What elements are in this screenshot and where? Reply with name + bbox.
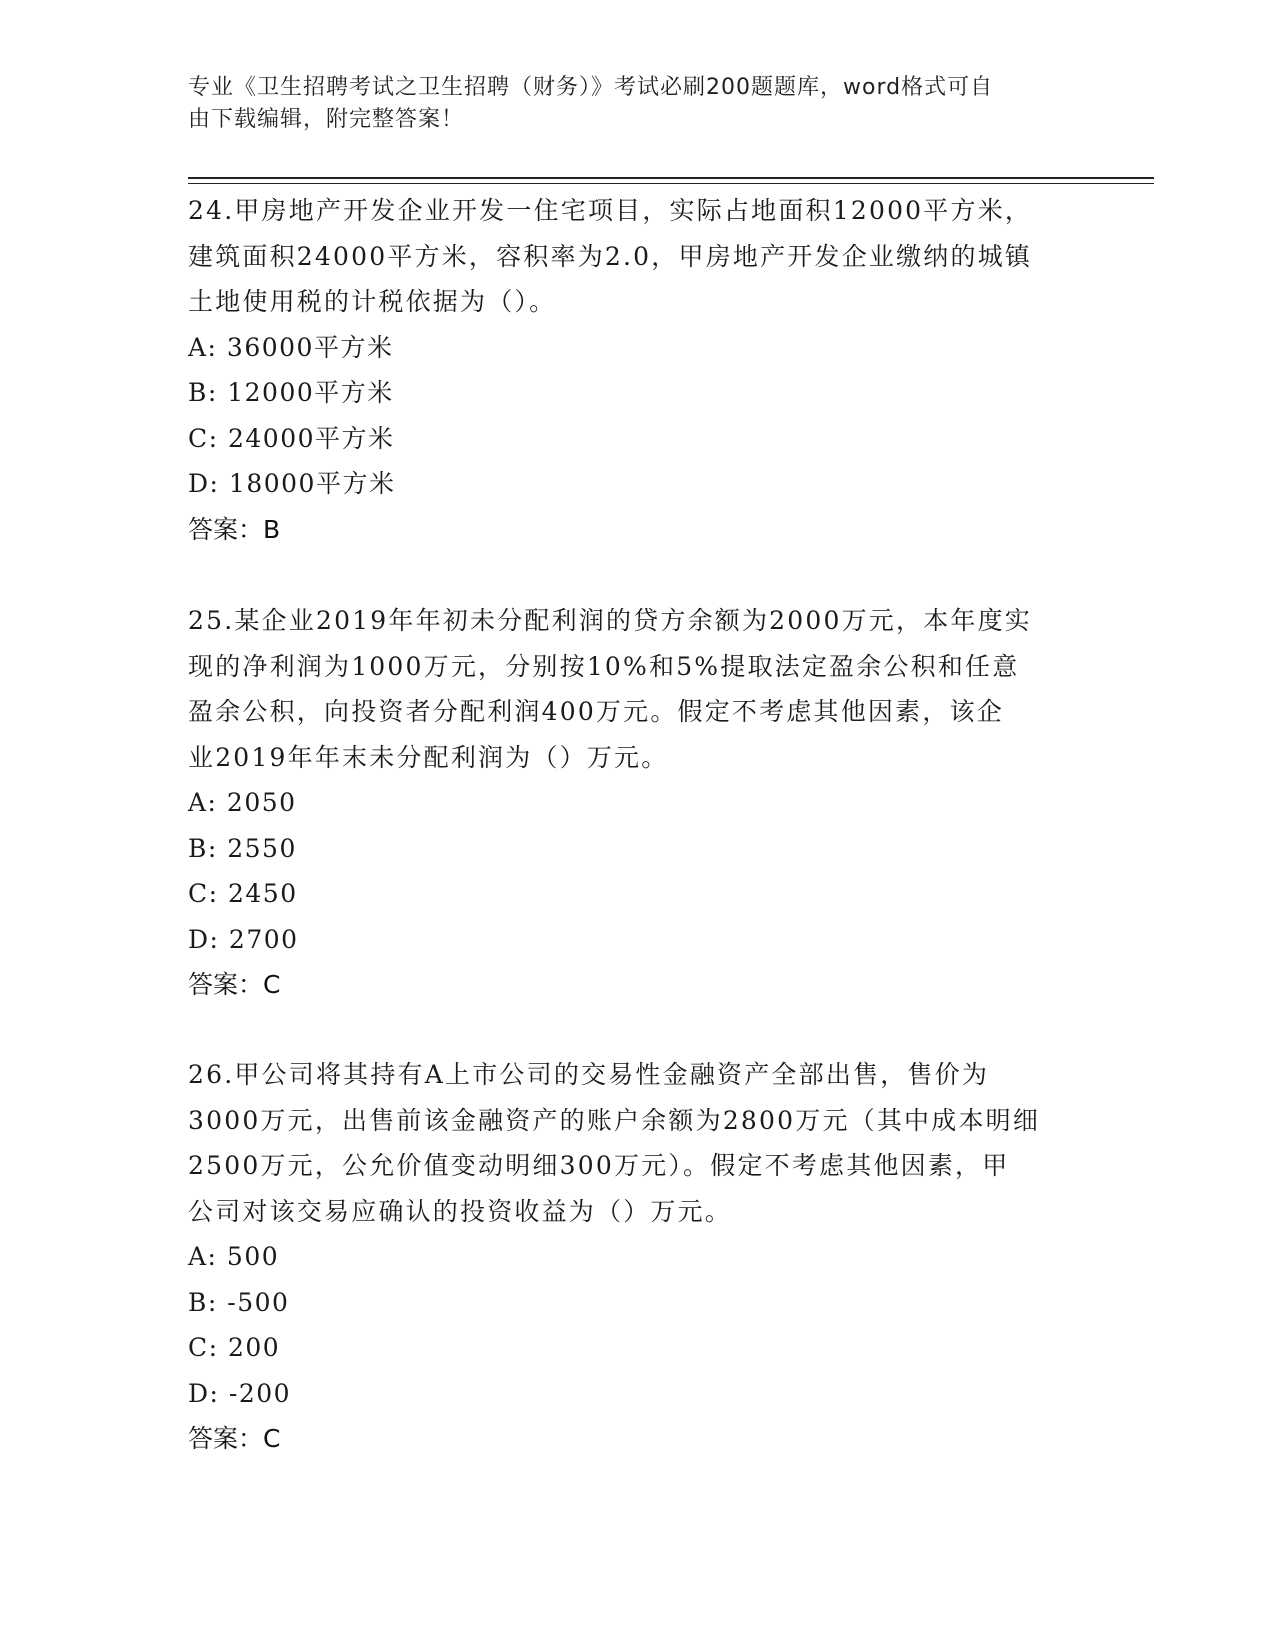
header-divider-thin <box>188 183 1154 184</box>
question-stem-line: 3000万元，出售前该金融资产的账户余额为2800万元（其中成本明细 <box>188 1105 1041 1135</box>
answer: 答案：B <box>188 514 281 544</box>
question-stem-line: 公司对该交易应确认的投资收益为（）万元。 <box>188 1196 733 1226</box>
answer: 答案：C <box>188 970 281 999</box>
option-c: C: 2450 <box>188 879 298 908</box>
question-stem-line: 现的净利润为1000万元，分别按10%和5%提取法定盈余公积和任意 <box>188 651 1020 681</box>
option-a: A: 500 <box>188 1242 280 1271</box>
option-d: D: 2700 <box>188 924 299 954</box>
option-c: C: 200 <box>188 1333 281 1362</box>
document-header <box>188 72 1068 136</box>
option-b: B: 12000平方米 <box>188 378 394 407</box>
header-line-2: 由下载编辑，附完整答案！ <box>188 107 465 132</box>
question-stem-line: 25.某企业2019年年初未分配利润的贷方余额为2000万元，本年度实 <box>188 606 1033 635</box>
question-stem-line: 盈余公积，向投资者分配利润400万元。假定不考虑其他因素，该企 <box>188 697 1004 726</box>
header-divider-thick <box>188 177 1154 179</box>
option-a: A: 2050 <box>188 788 297 817</box>
option-b: B: -500 <box>188 1287 290 1317</box>
question-24 <box>188 188 1088 552</box>
question-26 <box>188 1052 1088 1462</box>
option-a: A: 36000平方米 <box>188 332 394 362</box>
answer: 答案：C <box>188 1424 281 1453</box>
header-line-1: 专业《卫生招聘考试之卫生招聘（财务）》考试必刷200题题库，word格式可自 <box>188 75 994 100</box>
option-d: D: 18000平方米 <box>188 469 396 498</box>
question-25 <box>188 598 1088 1008</box>
question-stem-line: 24.甲房地产开发企业开发一住宅项目，实际占地面积12000平方米， <box>188 196 1033 225</box>
question-stem-line: 建筑面积24000平方米，容积率为2.0，甲房地产开发企业缴纳的城镇 <box>188 241 1033 271</box>
option-c: C: 24000平方米 <box>188 423 395 453</box>
question-stem-line: 2500万元，公允价值变动明细300万元）。假定不考虑其他因素，甲 <box>188 1151 1010 1180</box>
option-d: D: -200 <box>188 1378 292 1408</box>
option-b: B: 2550 <box>188 833 297 863</box>
question-stem-line: 26.甲公司将其持有A上市公司的交易性金融资产全部出售，售价为 <box>188 1060 990 1089</box>
question-stem-line: 业2019年年末未分配利润为（）万元。 <box>188 742 669 772</box>
question-stem-line: 土地使用税的计税依据为（）。 <box>188 287 557 316</box>
